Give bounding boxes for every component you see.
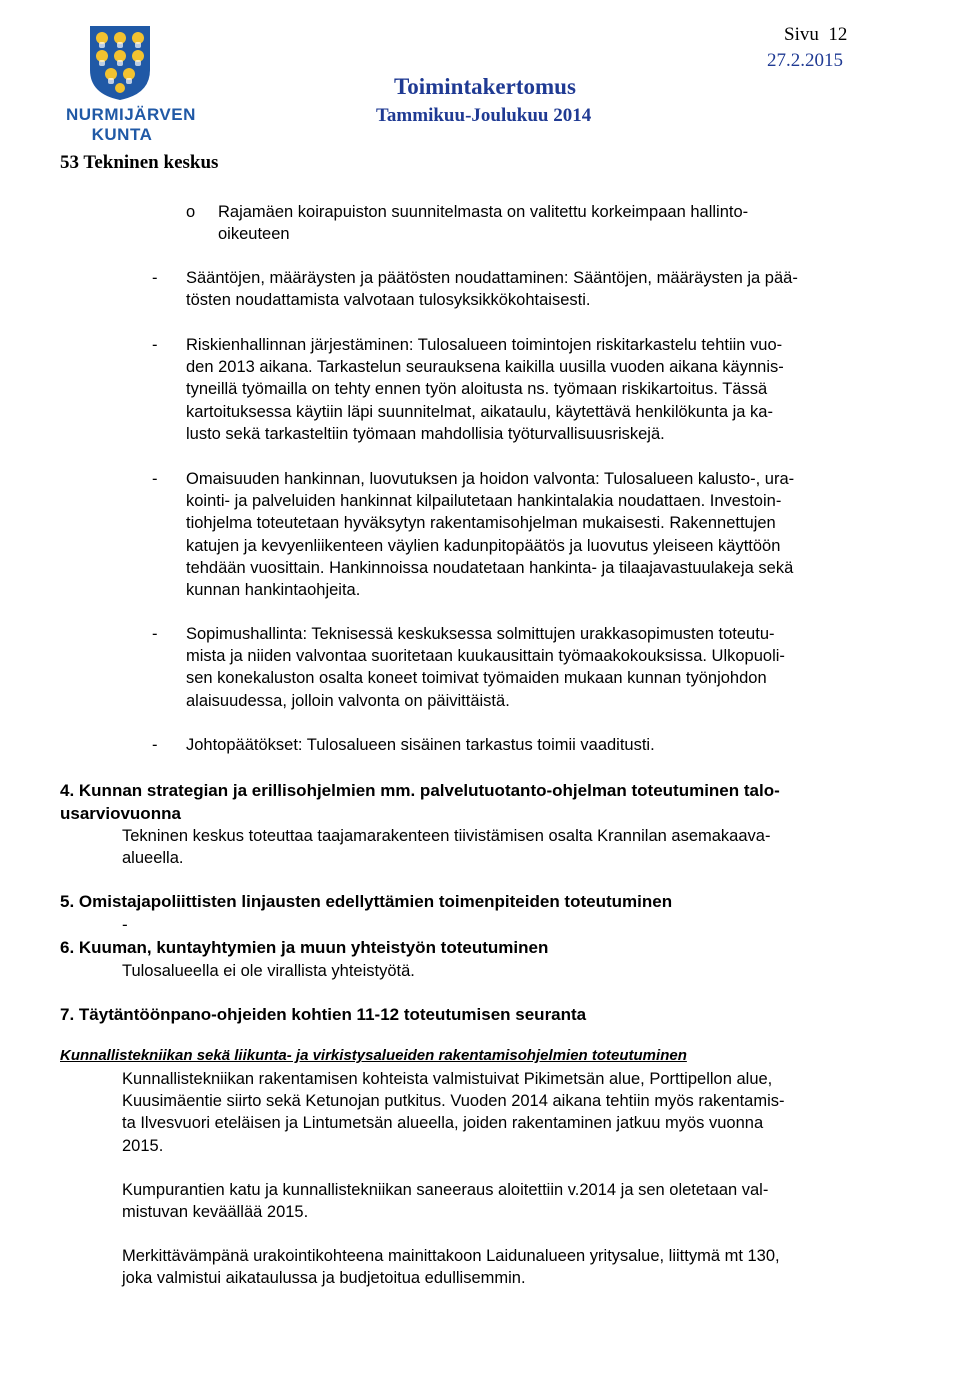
text-line: tiohjelma toteutetaan hyväksytyn rakentamisohjelman mukaisesti. Rakennettujen: [186, 514, 776, 533]
section-4-body: [122, 825, 770, 869]
heading-line: 4. Kunnan strategian ja erillisohjelmien mm. palvelutuotanto-ohjelman toteutuminen talo-: [60, 781, 780, 800]
text-line: tehdään vuosittain. Hankinnoissa noudatetaan hankinta- ja tilaajavastuulakeja sekä: [186, 558, 794, 577]
text-line: kointi- ja palveluiden hankinnat kilpailutetaan hankintalakia noudattaen. Investoin-: [186, 492, 782, 511]
text-line: kartoituksessa käytiin läpi suunnitelmat, aikataulu, käytettävä henkilökunta ja ka-: [186, 402, 773, 421]
page-number: [784, 24, 847, 46]
report-title: Toimintakertomus: [394, 74, 576, 99]
list-item: [186, 623, 785, 712]
text-line: Johtopäätökset: Tulosalueen sisäinen tarkastus toimii vaaditusti.: [186, 736, 655, 754]
text-line: Rajamäen koirapuiston suunnitelmasta on valitettu korkeimpaan hallinto-: [218, 203, 749, 221]
dash-marker: -: [152, 625, 158, 643]
bullet-marker: o: [186, 203, 196, 221]
text-line: alaisuudessa, jolloin valvonta on päivittäistä.: [186, 691, 510, 710]
section-5-heading: [60, 891, 672, 936]
text-line: Kumpurantien katu ja kunnallistekniikan saneeraus aloitettiin v.2014 ja sen oletetaan val-: [122, 1181, 769, 1199]
section-5-body: -: [122, 914, 128, 934]
text-line: katujen ja kevyenliikenteen väylien kadunpitopäätös ja luovutus yleiseen käyttöön: [186, 536, 781, 555]
list-item: [186, 267, 798, 311]
text-line: mistuvan keväällää 2015.: [122, 1203, 309, 1222]
logo-line-1: NURMIJÄRVEN: [66, 105, 196, 124]
list-item: [186, 334, 784, 445]
dash-marker: -: [152, 336, 158, 354]
text-line: tösten noudattamista valvotaan tulosyksikkökohtaisesti.: [186, 291, 591, 310]
text-line: ta Ilvesvuori eteläisen ja Lintumetsän alueella, joiden rakentaminen jatkuu myös vuonna: [122, 1114, 764, 1133]
page-number-value: 12: [828, 24, 848, 45]
heading-line: 7. Täytäntöönpano-ohjeiden kohtien 11-12 toteutumisen seuranta: [60, 1005, 587, 1024]
coat-of-arms-icon: [88, 24, 152, 102]
text-line: sen konekaluston osalta koneet toimivat työmaiden mukaan kunnan työnjohdon: [186, 669, 767, 688]
text-line: den 2013 aikana. Tarkastelun seurauksena kaikilla uusilla vuoden aikana käynnis-: [186, 358, 784, 377]
list-item: [186, 734, 655, 756]
text-line: Omaisuuden hankinnan, luovutuksen ja hoidon valvonta: Tulosalueen kalusto-, ura-: [186, 470, 795, 488]
text-line: lusto sekä tarkasteltiin työmaan mahdollisia työturvallisuusriskejä.: [186, 424, 665, 443]
text-line: Riskienhallinnan järjestäminen: Tulosalueen toimintojen riskitarkastelu tehtiin vuo-: [186, 336, 783, 354]
text-line: alueella.: [122, 849, 184, 868]
dash-marker: -: [152, 736, 158, 754]
text-line: Kunnallistekniikan rakentamisen kohteista valmistuivat Pikimetsän alue, Porttipellon alue,: [122, 1070, 773, 1088]
dash-marker: -: [152, 470, 158, 488]
list-item: [186, 468, 794, 601]
text-line: mista ja niiden valvontaa suoritetaan kuukausittain työmaakokouksissa. Ulkopuoli-: [186, 647, 785, 666]
department-name: 53 Tekninen keskus: [60, 152, 219, 173]
list-item: [218, 201, 748, 245]
text-line: Tulosalueella ei ole virallista yhteistyötä.: [122, 962, 415, 980]
page-label: Sivu: [784, 24, 819, 45]
logo-line-2: KUNTA: [91, 125, 153, 144]
report-date: 27.2.2015: [767, 50, 843, 71]
section-4-heading: [60, 780, 780, 825]
text-line: Sopimushallinta: Teknisessä keskuksessa solmittujen urakkasopimusten toteutu-: [186, 625, 775, 643]
text-line: Merkittävämpänä urakointikohteena mainittakoon Laidunalueen yritysalue, liittymä mt 130,: [122, 1247, 780, 1265]
text-line: kunnan hankintaohjeita.: [186, 581, 361, 600]
section-7-paragraph-3: [122, 1245, 780, 1289]
section-7-heading: [60, 1004, 586, 1027]
text-line: oikeuteen: [218, 225, 290, 244]
text-line: 2015.: [122, 1136, 164, 1155]
section-7-paragraph-2: [122, 1179, 768, 1223]
text-line: Kuusimäentie siirto sekä Ketunojan putkitus. Vuoden 2014 aikana tehtiin myös rakentamis-: [122, 1092, 785, 1111]
dash-marker: -: [152, 269, 158, 287]
text-line: joka valmistui aikataulussa ja budjetoitua edullisemmin.: [122, 1269, 526, 1288]
heading-line: 5. Omistajapoliittisten linjausten edellyttämien toimenpiteiden toteutuminen: [60, 892, 673, 911]
report-period: Tammikuu-Joulukuu 2014: [376, 105, 592, 126]
text-line: tyneillä työmailla on tehty ennen työn aloitusta ns. työmaan riskikartoitus. Tässä: [186, 380, 768, 399]
heading-line: usarviovuonna: [60, 803, 181, 823]
heading-line: 6. Kuuman, kuntayhtymien ja muun yhteistyön toteutuminen: [60, 938, 549, 957]
text-line: Sääntöjen, määräysten ja päätösten noudattaminen: Sääntöjen, määräysten ja pää-: [186, 269, 798, 287]
text-line: Tekninen keskus toteuttaa taajamarakenteen tiivistämisen osalta Krannilan asemakaava-: [122, 827, 771, 845]
municipality-logo: [66, 24, 196, 146]
section-7-subheading: Kunnallistekniikan sekä liikunta- ja virkistysalueiden rakentamisohjelmien toteutuminen: [60, 1047, 687, 1064]
section-7-paragraph-1: [122, 1068, 785, 1157]
section-6-body: [122, 960, 415, 982]
section-6-heading: [60, 937, 548, 960]
